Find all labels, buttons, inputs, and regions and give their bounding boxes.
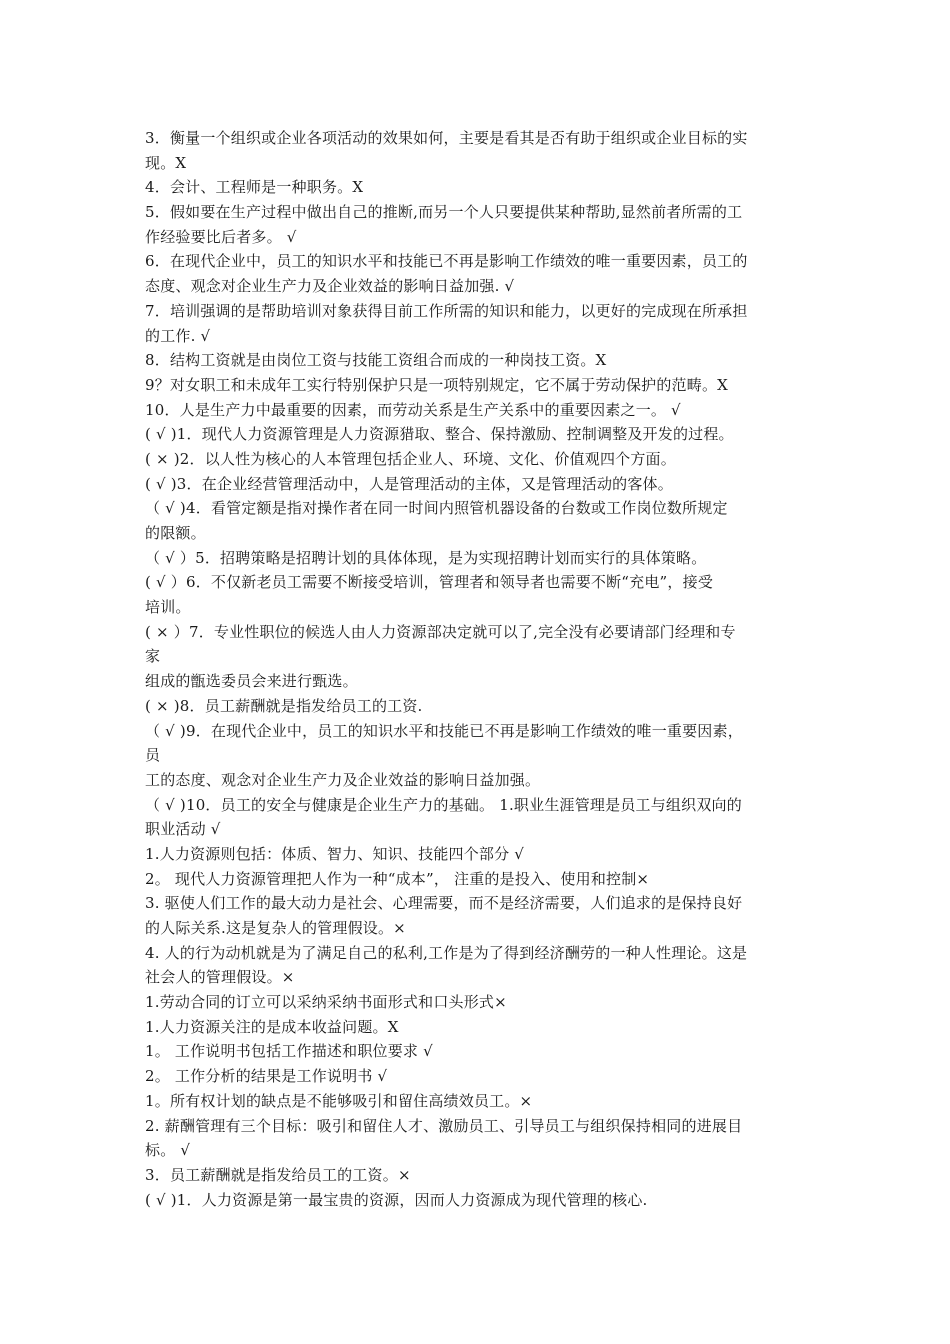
text-line: ( √ )1．人力资源是第一最宝贵的资源，因而人力资源成为现代管理的核心. xyxy=(145,1190,648,1209)
text-line: 9？对女职工和未成年工实行特别保护只是一项特别规定，它不属于劳动保护的范畴。X xyxy=(145,375,729,394)
text-line: （ √ )10．员工的安全与健康是企业生产力的基础。 1.职业生涯管理是员工与组织双向的 xyxy=(145,795,742,814)
text-line: 标。 √ xyxy=(145,1141,191,1160)
text-line: 的人际关系.这是复杂人的管理假设。× xyxy=(145,919,406,937)
text-line: 4．会计、工程师是一种职务。X xyxy=(145,178,364,197)
text-line: 职业活动 √ xyxy=(145,820,221,839)
document-body xyxy=(145,126,810,1212)
text-line: 1。所有权计划的缺点是不能够吸引和留住高绩效员工。× xyxy=(145,1091,533,1110)
text-line: （ √ ）5．招聘策略是招聘计划的具体体现，是为实现招聘计划而实行的具体策略。 xyxy=(145,548,707,567)
text-line: 5．假如要在生产过程中做出自己的推断,而另一个人只要提供某种帮助,显然前者所需的工 xyxy=(145,203,743,222)
text-line: 的限额。 xyxy=(145,524,206,542)
text-line: 社会人的管理假设。× xyxy=(145,968,295,987)
text-line: 培训。 xyxy=(145,598,191,617)
text-line: 组成的甑选委员会来进行甄选。 xyxy=(145,672,358,691)
text-line: 2。 现代人力资源管理把人作为一种“成本”， 注重的是投入、使用和控制× xyxy=(145,869,650,888)
text-line: 1.人力资源关注的是成本收益问题。X xyxy=(145,1017,399,1036)
text-line: （ √ )4．看管定额是指对操作者在同一时间内照管机器设备的台数或工作岗位数所规定 xyxy=(145,499,728,518)
text-line: 工的态度、观念对企业生产力及企业效益的影响日益加强。 xyxy=(145,770,541,789)
text-line: 3．衡量一个组织或企业各项活动的效果如何，主要是看其是否有助于组织或企业目标的实 xyxy=(145,129,748,147)
text-line: 1.人力资源则包括：体质、智力、知识、技能四个部分 √ xyxy=(145,844,525,863)
text-line: （ √ )9．在现代企业中，员工的知识水平和技能已不再是影响工作绩效的唯一重要因素， xyxy=(145,721,743,740)
text-line: 8．结构工资就是由岗位工资与技能工资组合而成的一种岗技工资。X xyxy=(145,351,607,370)
text-line: ( √ ）6．不仅新老员工需要不断接受培训，管理者和领导者也需要不断“充电”，接受 xyxy=(145,573,714,592)
text-line: 1。 工作说明书包括工作描述和职位要求 √ xyxy=(145,1042,433,1061)
text-line: ( × ）7．专业性职位的候选人由人力资源部决定就可以了,完全没有必要请部门经理和专 xyxy=(145,622,736,641)
text-line: ( √ )3．在企业经营管理活动中，人是管理活动的主体，又是管理活动的客体。 xyxy=(145,474,673,493)
text-line: 2. 薪酬管理有三个目标：吸引和留住人才、激励员工、引导员工与组织保持相同的进展目 xyxy=(145,1116,743,1135)
text-line: 作经验要比后者多。 √ xyxy=(145,227,297,246)
text-line: 2。 工作分析的结果是工作说明书 √ xyxy=(145,1067,388,1086)
text-line: 6．在现代企业中，员工的知识水平和技能已不再是影响工作绩效的唯一重要因素，员工的 xyxy=(145,252,748,271)
text-line: ( √ )1．现代人力资源管理是人力资源猎取、整合、保持激励、控制调整及开发的过程。 xyxy=(145,425,734,444)
text-line: 1.劳动合同的订立可以采纳采纳书面形式和口头形式× xyxy=(145,993,507,1012)
text-line: 3．员工薪酬就是指发给员工的工资。× xyxy=(145,1165,411,1184)
text-line: 10．人是生产力中最重要的因素，而劳动关系是生产关系中的重要因素之一。 √ xyxy=(145,400,681,419)
text-line: 3. 驱使人们工作的最大动力是社会、心理需要，而不是经济需要，人们追求的是保持良好 xyxy=(145,894,743,913)
text-line: 的工作. √ xyxy=(145,326,211,345)
text-line: 7．培训强调的是帮助培训对象获得目前工作所需的知识和能力，以更好的完成现在所承担 xyxy=(145,301,748,320)
text-line: 态度、观念对企业生产力及企业效益的影响日益加强. √ xyxy=(145,277,515,296)
text-line: 现。X xyxy=(145,153,187,172)
text-line: 4. 人的行为动机就是为了满足自己的私利,工作是为了得到经济酬劳的一种人性理论。这是 xyxy=(145,943,748,962)
text-line: ( × )8．员工薪酬就是指发给员工的工资. xyxy=(145,696,423,715)
text-line: 员 xyxy=(145,746,161,765)
text-line: 家 xyxy=(145,647,161,666)
text-line: ( × )2．以人性为核心的人本管理包括企业人、环境、文化、价值观四个方面。 xyxy=(145,449,676,468)
